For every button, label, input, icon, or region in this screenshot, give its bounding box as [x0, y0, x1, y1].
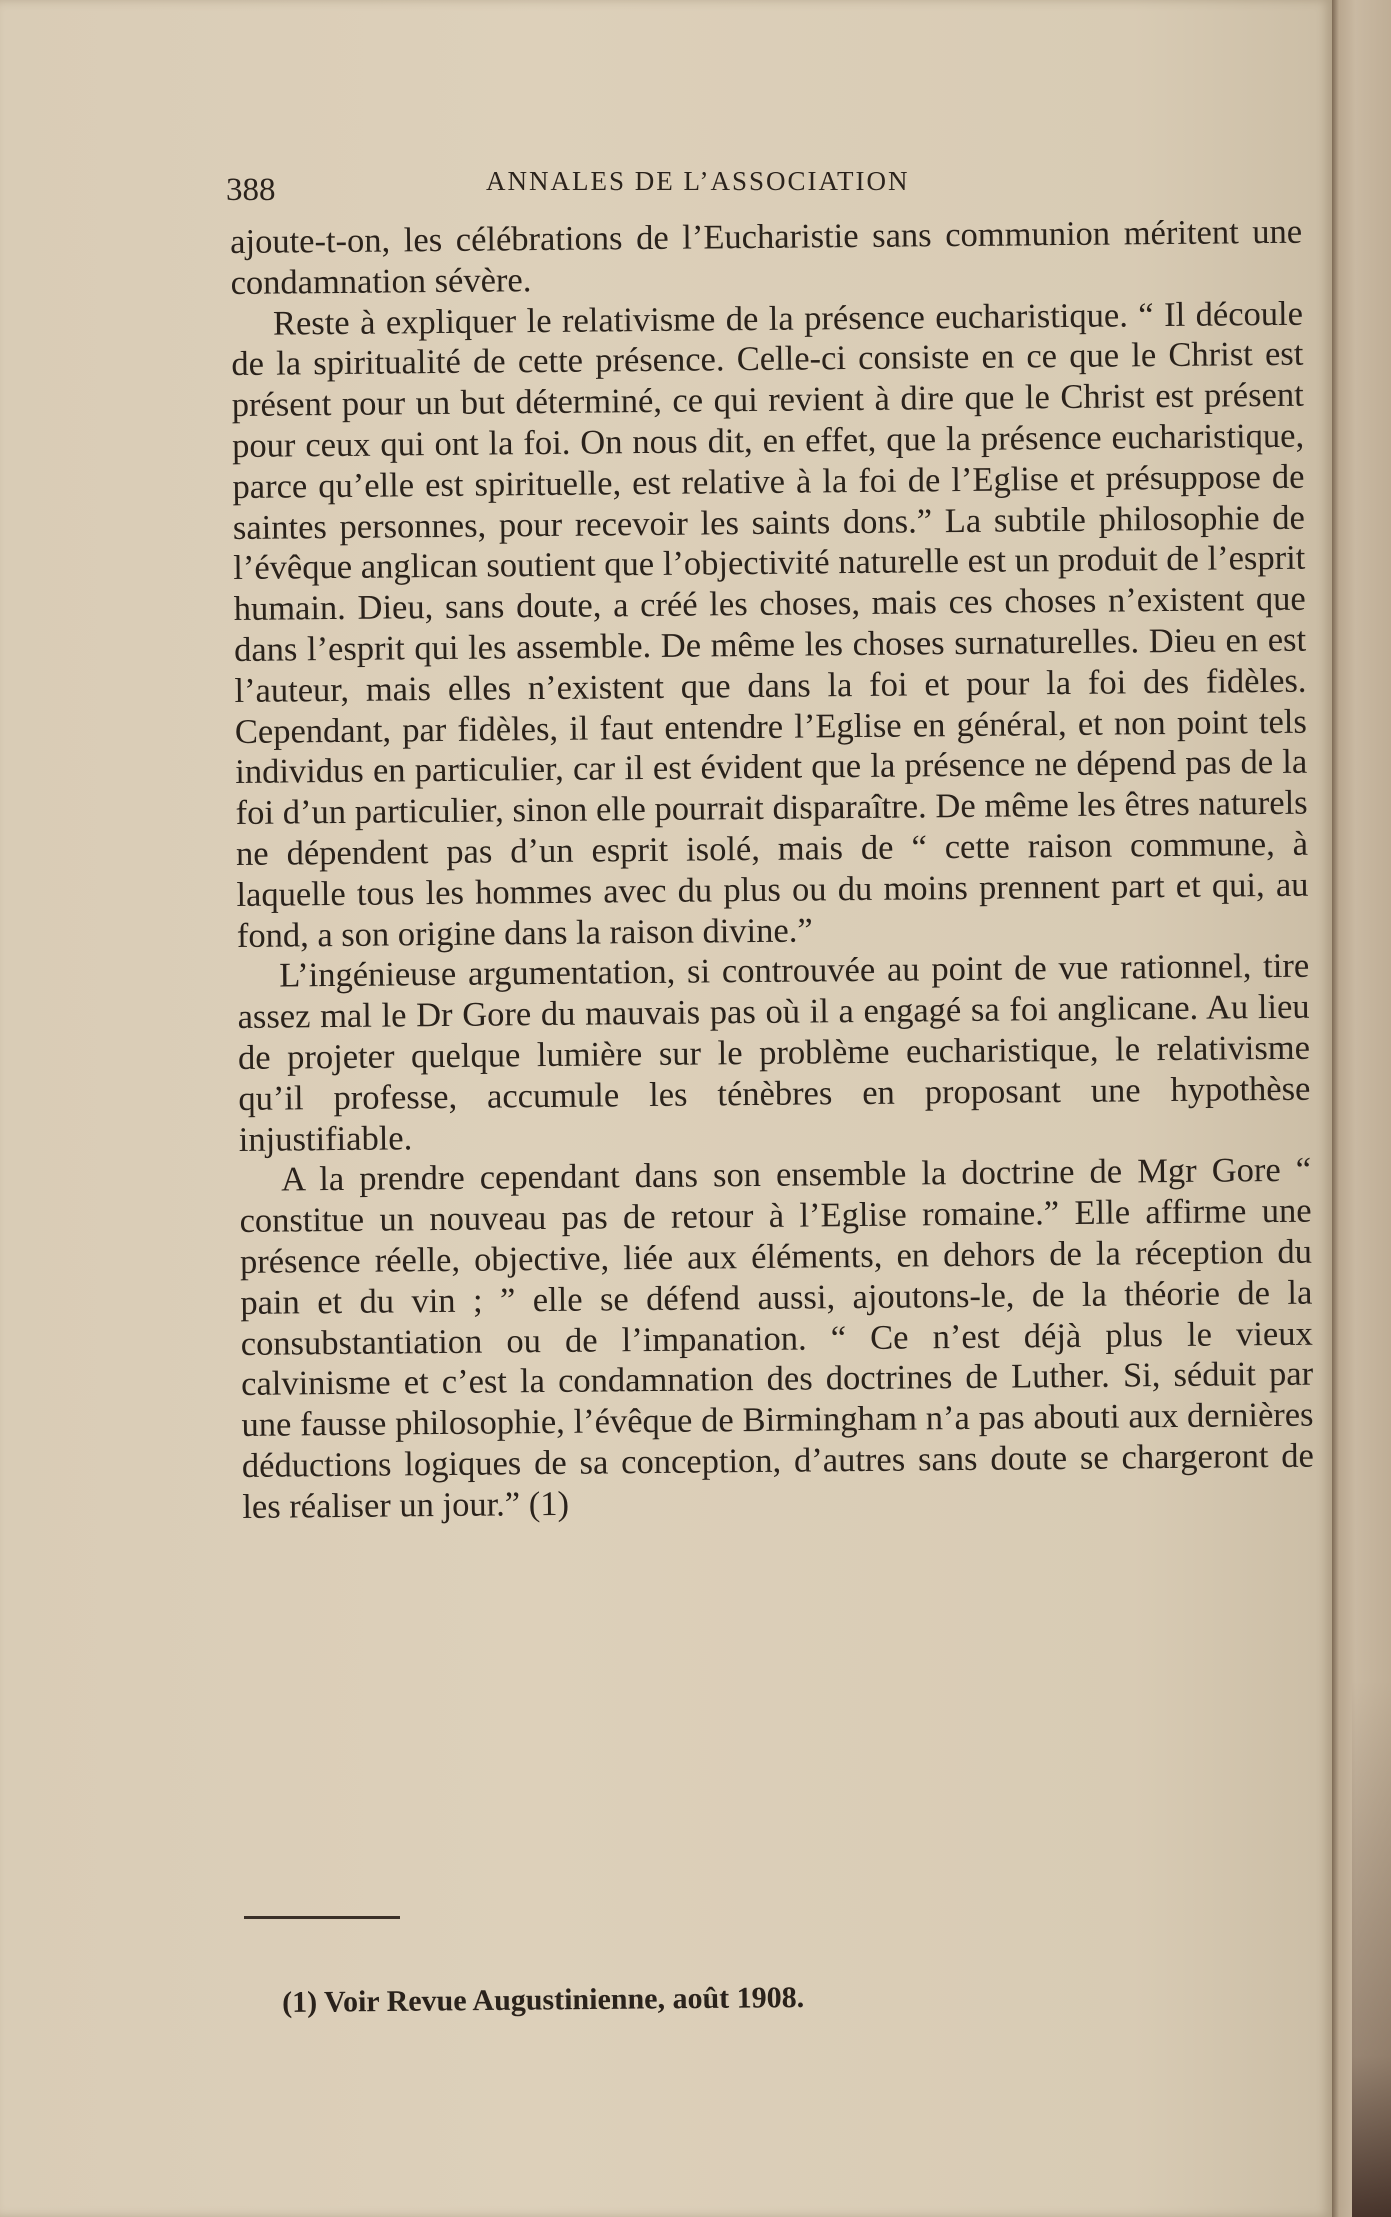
page-number: 388 — [226, 172, 276, 208]
body-text — [230, 212, 1314, 1528]
paragraph-argumentation: L’ingénieuse argumentation, si controuvée au point de vue rationnel, tire assez mal le Dr Gore du mauvais pas où il a engagé sa foi anglicane. Au lieu de projeter quelque lumière sur le problème eucharistique, le relativisme qu’il professe, accumule les ténèbres en proposant une hypothèse injustifiable. — [237, 947, 1311, 1159]
footnote-divider — [244, 1916, 400, 1919]
footnote: (1) Voir Revue Augustinienne, août 1908. — [282, 1980, 805, 2019]
paragraph-continuation: ajoute-t-on, les célébrations de l’Eucharistie sans communion méritent une condamnation sévère. — [230, 212, 1303, 302]
paragraph-doctrine: A la prendre cependant dans son ensemble la doctrine de Mgr Gore “ constitue un nouveau pas de retour à l’Eglise romaine.” Elle affirme une présence réelle, objective, liée aux éléments, en dehors de la réception du pain et du vin ; ” elle se défend aussi, ajoutons-le, de la théorie de la consubstantiation ou de l’impanation. “ Ce n’est déjà plus le vieux calvinisme et c’est la condamnation des doctrines de Luther. Si, séduit par une fausse philosophie, l’évêque de Birmingham n’a pas abouti aux dernières déductions logiques de sa conception, d’autres sans doute se chargeront de les réaliser un jour.” (1) — [239, 1150, 1315, 1526]
running-title: ANNALES DE L’ASSOCIATION — [486, 166, 910, 196]
page-header — [226, 160, 1301, 210]
page-edge-shadow — [1352, 1680, 1391, 2217]
paragraph-relativisme: Reste à expliquer le relativisme de la présence eucharistique. “ Il découle de la spiritualité de cette présence. Celle-ci consiste en ce que le Christ est présent pour un but déterminé, ce qui revient à dire que le Christ est présent pour ceux qui ont la foi. On nous dit, en effet, que la présence eucharistique, parce qu’elle est spirituelle, est relative à la foi de l’Eglise et présuppose de saintes personnes, pour recevoir les saints dons.” La subtile philosophie de l’évêque anglican soutient que l’objectivité naturelle est un produit de l’esprit humain. Dieu, sans doute, a créé les choses, mais ces choses n’existent que dans l’esprit qui les assemble. De même les choses surnaturelles. Dieu en est l’auteur, mais elles n’existent que dans la foi et pour la foi des fidèles. Cependant, par fidèles, il faut entendre l’Eglise en général, et non point tels individus en particulier, car il est évident que la présence ne dépend pas de la foi d’un particulier, sinon elle pourrait disparaître. De même les êtres naturels ne dépendent pas d’un esprit isolé, mais de “ cette raison commune, à laquelle tous les hommes avec du plus ou du moins prennent part et qui, au fond, a son origine dans la raison divine.” — [231, 294, 1309, 955]
